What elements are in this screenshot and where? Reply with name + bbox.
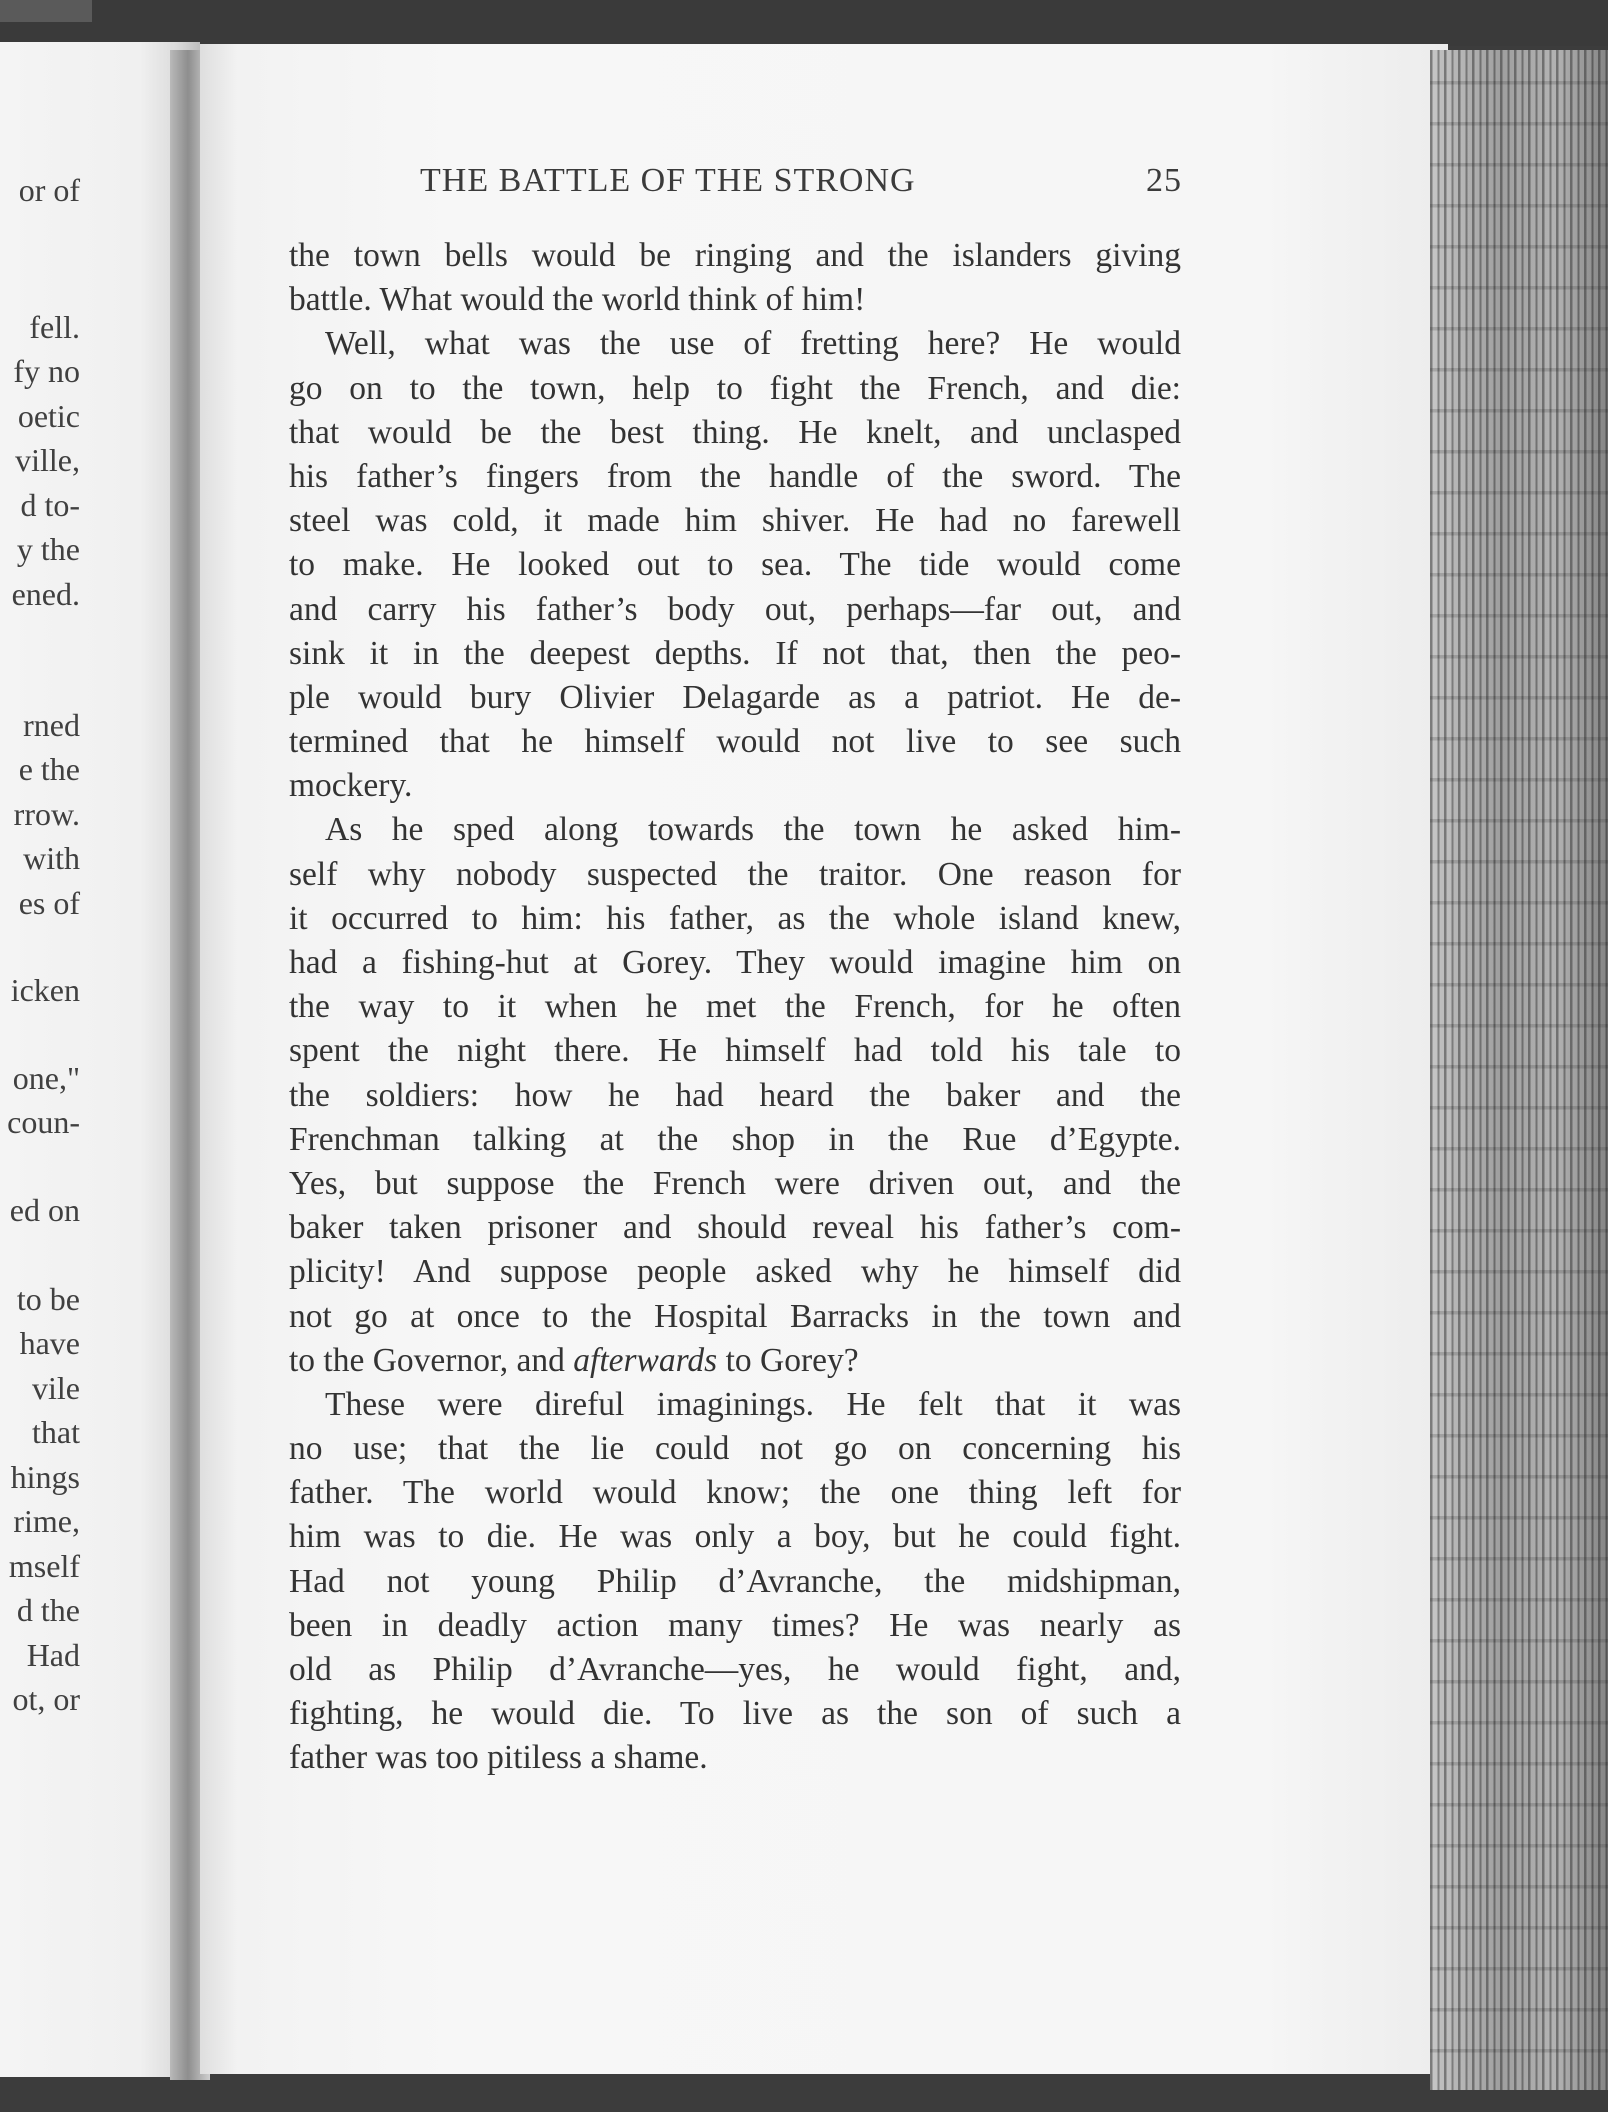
background-top — [0, 0, 1608, 46]
text-line: had a fishing-hut at Gorey. They would imagine him on — [289, 944, 1181, 981]
left-page-line-fragment: hings — [10, 1459, 80, 1495]
text-line: fighting, he would die. To live as the son of such a — [289, 1695, 1181, 1733]
text-line: spent the night there. He himself had told his tale to — [289, 1032, 1181, 1070]
left-page-line-fragment: e the — [18, 751, 80, 787]
text-line: sink it in the deepest depths. If not that, then the peo- — [289, 634, 1181, 672]
text-line: battle. What would the world think of him! — [289, 281, 866, 319]
text-line: him was to die. He was only a boy, but he could fight. — [289, 1518, 1181, 1556]
text-line-segment: to the Governor, and — [289, 1341, 574, 1379]
left-page-line-fragment: fy no — [13, 353, 80, 389]
text-line: mockery. — [289, 767, 413, 805]
text-line: As he sped along towards the town he asked him- — [325, 811, 1181, 849]
left-page-line-fragment: es of — [18, 885, 80, 921]
text-line: These were direful imaginings. He felt that it was — [325, 1385, 1181, 1423]
text-line: self why nobody suspected the traitor. One reason for — [289, 855, 1181, 893]
left-page-line-fragment: icken — [10, 972, 80, 1008]
text-line: Yes, but suppose the French were driven out, and the — [289, 1164, 1181, 1202]
running-head-title: THE BATTLE OF THE STRONG — [420, 162, 916, 199]
left-page-line-fragment: rime, — [13, 1503, 80, 1539]
text-line: it occurred to him: his father, as the whole island knew, — [289, 899, 1181, 937]
text-line: not go at once to the Hospital Barracks in the town and — [289, 1297, 1181, 1335]
text-line-segment: to Gorey? — [717, 1341, 859, 1379]
left-page-line-fragment: d to- — [20, 487, 80, 523]
left-page-line-fragment: vile — [32, 1370, 80, 1406]
left-page-line-fragment: that — [32, 1414, 80, 1450]
text-line: plicity! And suppose people asked why he himself did — [289, 1253, 1181, 1291]
text-line: termined that he himself would not live to see such — [289, 723, 1181, 761]
text-line: steel was cold, it made him shiver. He had no farewell — [289, 502, 1181, 540]
left-page-line-fragment: ot, or — [12, 1681, 80, 1717]
text-line — [289, 1339, 1181, 1383]
text-line: father was too pitiless a shame. — [289, 1739, 708, 1777]
left-page-line-fragment: Had — [26, 1637, 80, 1673]
left-page-line-fragment: rned — [23, 707, 80, 743]
left-page-line-fragment: ville, — [15, 442, 80, 478]
left-page-line-fragment: ened. — [11, 576, 80, 612]
text-line: Frenchman talking at the shop in the Rue d’Egypte. — [289, 1120, 1181, 1158]
text-line: Had not young Philip d’Avranche, the midshipman, — [289, 1562, 1181, 1600]
left-page-line-fragment: or of — [18, 172, 80, 208]
left-page-line-fragment: to be — [16, 1281, 80, 1317]
text-line: go on to the town, help to fight the French, and die: — [289, 369, 1181, 407]
text-line: his father’s fingers from the handle of the sword. The — [289, 457, 1181, 495]
left-page-line-fragment: mself — [8, 1548, 80, 1584]
left-page-line-fragment: one," — [12, 1060, 80, 1096]
book-fore-edge — [1430, 50, 1608, 2090]
background-notch — [0, 0, 92, 22]
text-line: old as Philip d’Avranche—yes, he would fight, and, — [289, 1651, 1181, 1688]
text-line: to make. He looked out to sea. The tide would come — [289, 546, 1181, 584]
left-page-line-fragment: coun- — [7, 1104, 80, 1140]
left-page-line-fragment: rrow. — [13, 796, 80, 832]
left-page-line-fragment: ed on — [9, 1192, 80, 1228]
text-line: the way to it when he met the French, for he often — [289, 988, 1181, 1026]
text-line: the soldiers: how he had heard the baker and the — [289, 1076, 1181, 1114]
italic-word: afterwards — [573, 1341, 718, 1379]
left-page-line-fragment: fell. — [29, 309, 80, 345]
text-line: baker taken prisoner and should reveal his father’s com- — [289, 1209, 1181, 1247]
text-line: the town bells would be ringing and the islanders giving — [289, 237, 1181, 274]
text-line: no use; that the lie could not go on concerning his — [289, 1430, 1181, 1468]
text-line: that would be the best thing. He knelt, and unclasped — [289, 413, 1181, 451]
text-line: father. The world would know; the one thing left for — [289, 1474, 1181, 1512]
text-line: and carry his father’s body out, perhaps—far out, and — [289, 590, 1181, 628]
page-body-text — [289, 234, 1181, 1781]
left-page-line-fragment: have — [19, 1325, 80, 1361]
page-number: 25 — [1146, 162, 1182, 199]
left-page-line-fragment: oetic — [17, 398, 80, 434]
left-page-line-fragment: d the — [16, 1592, 80, 1628]
left-page-line-fragment: y the — [16, 531, 80, 567]
text-line: Well, what was the use of fretting here? He would — [325, 325, 1181, 363]
left-page-line-fragment: with — [23, 840, 80, 876]
text-line: been in deadly action many times? He was nearly as — [289, 1606, 1181, 1644]
text-line: ple would bury Olivier Delagarde as a patriot. He de- — [289, 678, 1181, 716]
